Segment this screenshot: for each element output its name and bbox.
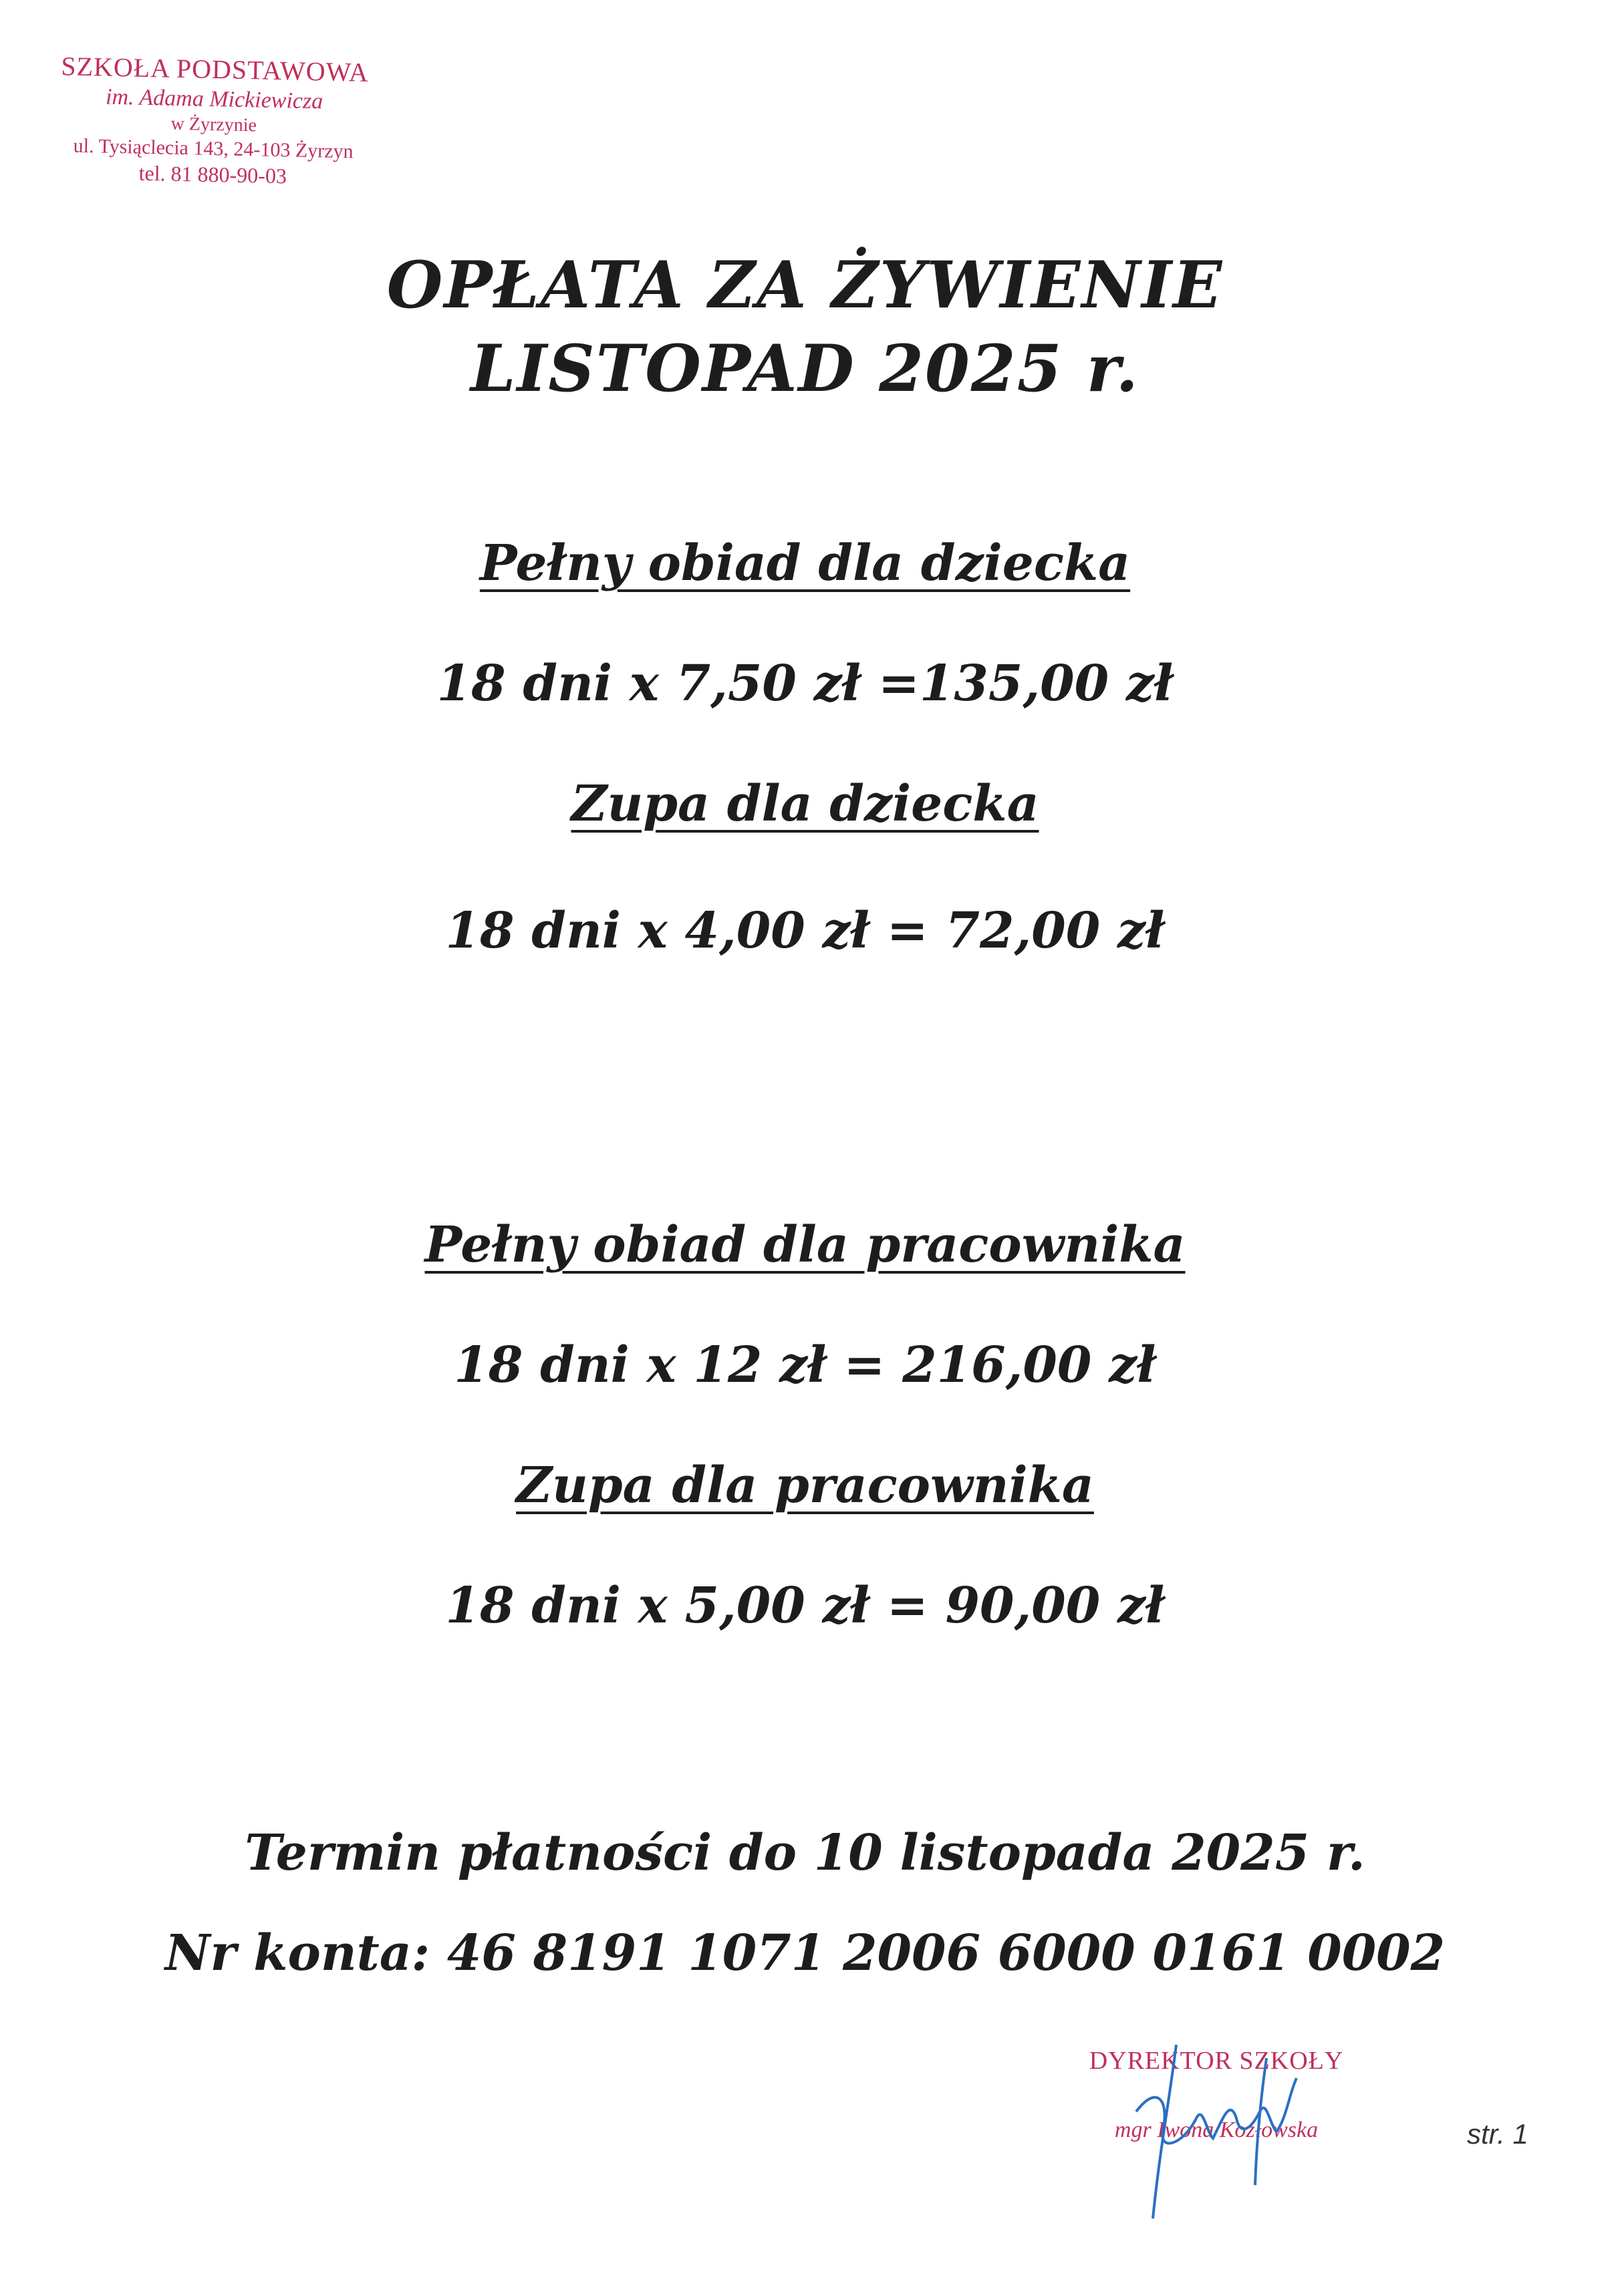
section-calc-staff-lunch: 18 dni x 12 zł = 216,00 zł <box>454 1336 1156 1394</box>
page-number: str. 1 <box>1467 2118 1528 2150</box>
page-title-line1: OPŁATA ZA ŻYWIENIE <box>386 247 1224 323</box>
section-heading-child-lunch: Pełny obiad dla dziecka <box>479 535 1131 592</box>
section-heading-child-soup: Zupa dla dziecka <box>571 775 1039 833</box>
page-title-line2: LISTOPAD 2025 r. <box>471 331 1139 406</box>
section-calc-child-soup: 18 dni x 4,00 zł = 72,00 zł <box>445 902 1165 960</box>
payment-deadline: Termin płatności do 10 listopada 2025 r. <box>245 1824 1365 1882</box>
director-stamp-name: mgr Iwona Kozłowska <box>1114 2118 1319 2142</box>
stamp-address: ul. Tysiąclecia 143, 24-103 Żyrzyn <box>73 134 354 163</box>
stamp-school-name: SZKOŁA PODSTAWOWA <box>60 51 370 88</box>
stamp-location: w Żyrzynie <box>170 113 257 136</box>
section-calc-child-lunch: 18 dni x 7,50 zł =135,00 zł <box>436 655 1174 712</box>
stamp-patron: im. Adama Mickiewicza <box>105 84 323 114</box>
account-number: Nr konta: 46 8191 1071 2006 6000 0161 0002 <box>164 1924 1446 1982</box>
director-stamp-title: DYREKTOR SZKOŁY <box>1089 2047 1344 2075</box>
director-signature <box>1096 2018 1337 2232</box>
stamp-phone: tel. 81 880-90-03 <box>138 160 287 188</box>
section-heading-staff-lunch: Pełny obiad dla pracownika <box>424 1216 1186 1274</box>
section-heading-staff-soup: Zupa dla pracownika <box>516 1457 1094 1514</box>
school-stamp <box>25 49 402 191</box>
section-calc-staff-soup: 18 dni x 5,00 zł = 90,00 zł <box>445 1577 1165 1634</box>
